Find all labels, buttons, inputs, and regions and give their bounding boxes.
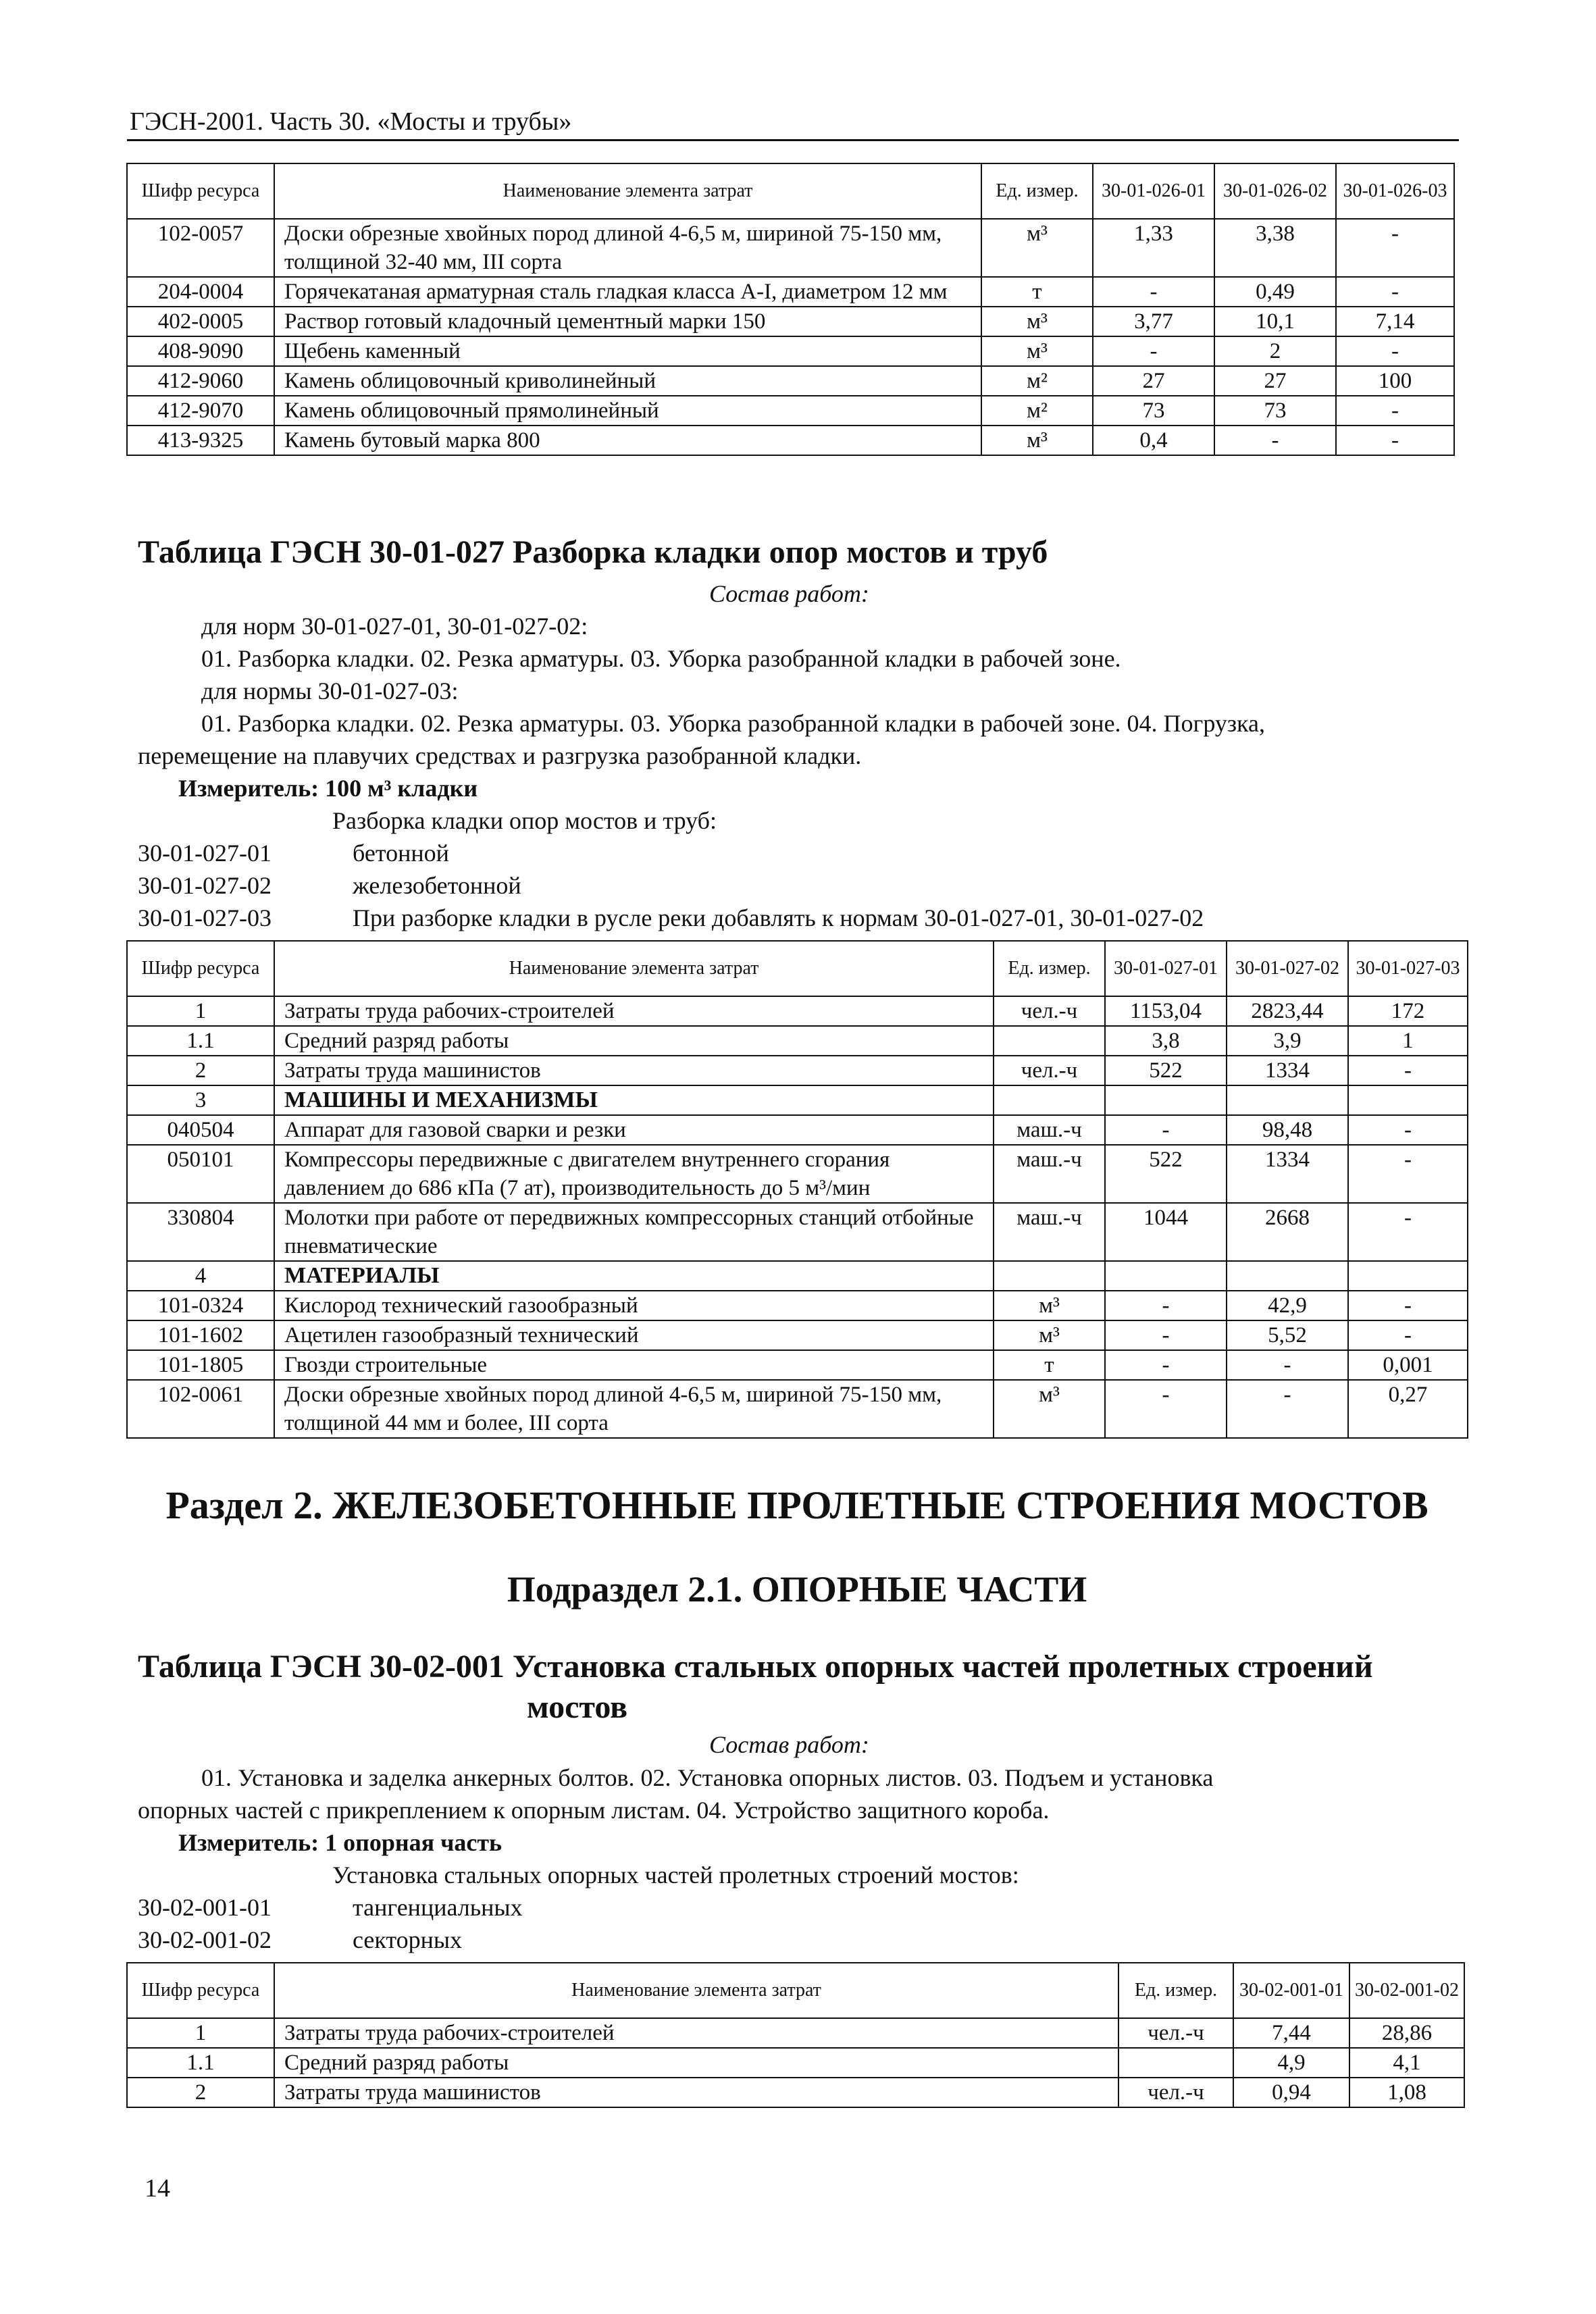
cell-name: Раствор готовый кладочный цементный марки 150 [274, 307, 981, 336]
table-row [127, 277, 1454, 307]
cell-value: 3,9 [1227, 1026, 1348, 1056]
cell-name: Доски обрезные хвойных пород длиной 4-6,5 м, шириной 75-150 мм, толщиной 32-40 мм, III сорта [274, 219, 981, 277]
cell-name: Затраты труда рабочих-строителей [274, 996, 994, 1026]
cell-value: 7,14 [1336, 307, 1454, 336]
table-title-line-1: Таблица ГЭСН 30-02-001 Установка стальных опорных частей пролетных строений [138, 1649, 1373, 1685]
cell-value: 2823,44 [1227, 996, 1348, 1026]
col-header-unit: Ед. измер. [1118, 1963, 1233, 2018]
cell-unit: м³ [994, 1291, 1105, 1320]
table-row [127, 1380, 1468, 1438]
work-composition-label: Состав работ: [709, 580, 869, 607]
work-line-a: 01. Разборка кладки. 02. Резка арматуры. 03. Уборка разобранной кладки в рабочей зоне. [201, 645, 1121, 672]
cell-value: 522 [1105, 1145, 1227, 1203]
cell-name: Камень бутовый марка 800 [274, 426, 981, 455]
cell-value: 3,8 [1105, 1026, 1227, 1056]
cell-value: 27 [1214, 366, 1336, 396]
meter-line: Измеритель: 100 м³ кладки [178, 775, 478, 802]
cell-unit: м³ [981, 219, 1093, 277]
col-header-norm-2: 30-02-001-02 [1349, 1963, 1464, 2018]
cell-value: - [1348, 1145, 1468, 1203]
cell-code: 408-9090 [127, 336, 274, 366]
table-row [127, 1350, 1468, 1380]
cell-value: 1 [1348, 1026, 1468, 1056]
cell-value: - [1348, 1291, 1468, 1320]
cell-value [1105, 1085, 1227, 1115]
cell-unit: маш.-ч [994, 1115, 1105, 1145]
cell-value: 3,77 [1093, 307, 1214, 336]
cell-unit: м³ [981, 336, 1093, 366]
norm-text: тангенциальных [353, 1894, 523, 1921]
cell-unit: м² [981, 396, 1093, 426]
cell-code: 1.1 [127, 1026, 274, 1056]
cell-value: 0,94 [1233, 2078, 1349, 2107]
cell-name: Щебень каменный [274, 336, 981, 366]
cell-value: - [1348, 1203, 1468, 1261]
cell-name: Ацетилен газообразный технический [274, 1320, 994, 1350]
col-header-code: Шифр ресурса [127, 1963, 274, 2018]
cell-value [1105, 1261, 1227, 1291]
cell-code: 4 [127, 1261, 274, 1291]
cell-code: 102-0061 [127, 1380, 274, 1438]
cell-value: 10,1 [1214, 307, 1336, 336]
col-header-code: Шифр ресурса [127, 941, 274, 996]
cell-code: 1.1 [127, 2048, 274, 2078]
norm-text: железобетонной [353, 872, 521, 899]
cell-code: 102-0057 [127, 219, 274, 277]
work-line-b2: перемещение на плавучих средствах и разгрузка разобранной кладки. [138, 742, 862, 769]
cell-value [1348, 1085, 1468, 1115]
work-line-b1: 01. Разборка кладки. 02. Резка арматуры. 03. Уборка разобранной кладки в рабочей зоне. 04. Погрузка, [201, 710, 1265, 737]
subsection-title: Подраздел 2.1. ОПОРНЫЕ ЧАСТИ [507, 1569, 1087, 1610]
cell-name: Молотки при работе от передвижных компрессорных станций отбойные пневматические [274, 1203, 994, 1261]
col-header-code: Шифр ресурса [127, 163, 274, 219]
cell-unit: м³ [981, 426, 1093, 455]
table-row [127, 1145, 1468, 1203]
norms-line-a: для норм 30-01-027-01, 30-01-027-02: [201, 613, 588, 640]
running-header: ГЭСН-2001. Часть 30. «Мосты и трубы» [130, 107, 572, 136]
cell-value: 27 [1093, 366, 1214, 396]
cell-code: 101-0324 [127, 1291, 274, 1320]
cell-value: 4,1 [1349, 2048, 1464, 2078]
table-header-row [127, 941, 1468, 996]
cell-value: 1153,04 [1105, 996, 1227, 1026]
cell-name: Гвозди строительные [274, 1350, 994, 1380]
table-row [127, 336, 1454, 366]
cell-unit: чел.-ч [1118, 2078, 1233, 2107]
cell-value: - [1227, 1380, 1348, 1438]
table-row [127, 2078, 1464, 2107]
cell-value: 3,38 [1214, 219, 1336, 277]
cell-section-name: МАТЕРИАЛЫ [274, 1261, 994, 1291]
cell-code: 1 [127, 996, 274, 1026]
norm-text: При разборке кладки в русле реки добавлять к нормам 30-01-027-01, 30-01-027-02 [353, 904, 1204, 931]
norm-code: 30-01-027-01 [138, 840, 272, 867]
cell-unit [1118, 2048, 1233, 2078]
cell-value: 522 [1105, 1056, 1227, 1085]
table-row [127, 366, 1454, 396]
table-row [127, 307, 1454, 336]
cell-code: 402-0005 [127, 307, 274, 336]
cell-value: 1,08 [1349, 2078, 1464, 2107]
cell-name: Аппарат для газовой сварки и резки [274, 1115, 994, 1145]
cell-unit: маш.-ч [994, 1203, 1105, 1261]
cell-value: - [1214, 426, 1336, 455]
cell-name: Горячекатаная арматурная сталь гладкая класса А-I, диаметром 12 мм [274, 277, 981, 307]
norm-code: 30-02-001-02 [138, 1926, 272, 1953]
norm-text: бетонной [353, 840, 449, 867]
cell-code: 040504 [127, 1115, 274, 1145]
resource-table-30-02-001 [126, 1962, 1465, 2108]
resource-table-026 [126, 163, 1455, 456]
cell-unit: чел.-ч [994, 996, 1105, 1026]
table-section-row [127, 1085, 1468, 1115]
cell-value: 2 [1214, 336, 1336, 366]
col-header-name: Наименование элемента затрат [274, 941, 994, 996]
work-line-1: 01. Установка и заделка анкерных болтов. 02. Установка опорных листов. 03. Подъем и установка [201, 1764, 1214, 1791]
cell-value: - [1227, 1350, 1348, 1380]
meter-line: Измеритель: 1 опорная часть [178, 1829, 503, 1856]
table-row [127, 1026, 1468, 1056]
cell-unit [994, 1085, 1105, 1115]
norms-subtitle: Установка стальных опорных частей пролетных строений мостов: [332, 1861, 1019, 1888]
cell-value: - [1105, 1350, 1227, 1380]
cell-value: 28,86 [1349, 2018, 1464, 2048]
cell-unit: чел.-ч [1118, 2018, 1233, 2048]
cell-value: - [1336, 396, 1454, 426]
cell-value: 98,48 [1227, 1115, 1348, 1145]
col-header-unit: Ед. измер. [981, 163, 1093, 219]
cell-unit: м³ [981, 307, 1093, 336]
col-header-norm-3: 30-01-026-03 [1336, 163, 1454, 219]
col-header-norm-1: 30-01-027-01 [1105, 941, 1227, 996]
section-title: Раздел 2. ЖЕЛЕЗОБЕТОННЫЕ ПРОЛЕТНЫЕ СТРОЕНИЯ МОСТОВ [165, 1483, 1428, 1527]
cell-unit: т [981, 277, 1093, 307]
table-row [127, 2018, 1464, 2048]
col-header-name: Наименование элемента затрат [274, 1963, 1118, 2018]
cell-unit: м² [981, 366, 1093, 396]
cell-code: 204-0004 [127, 277, 274, 307]
cell-value: 2668 [1227, 1203, 1348, 1261]
table-row [127, 1115, 1468, 1145]
cell-value: - [1336, 277, 1454, 307]
cell-code: 101-1805 [127, 1350, 274, 1380]
cell-code: 330804 [127, 1203, 274, 1261]
table-row [127, 219, 1454, 277]
cell-section-name: МАШИНЫ И МЕХАНИЗМЫ [274, 1085, 994, 1115]
cell-value: - [1336, 219, 1454, 277]
col-header-norm-3: 30-01-027-03 [1348, 941, 1468, 996]
table-title-line-2: мостов [527, 1689, 628, 1725]
cell-code: 412-9070 [127, 396, 274, 426]
table-row [127, 996, 1468, 1026]
cell-code: 101-1602 [127, 1320, 274, 1350]
cell-value: 1334 [1227, 1145, 1348, 1203]
col-header-unit: Ед. измер. [994, 941, 1105, 996]
cell-value: - [1093, 336, 1214, 366]
norms-subtitle: Разборка кладки опор мостов и труб: [332, 807, 717, 834]
cell-value: 1334 [1227, 1056, 1348, 1085]
cell-name: Средний разряд работы [274, 2048, 1118, 2078]
cell-code: 2 [127, 2078, 274, 2107]
norm-code: 30-01-027-03 [138, 904, 272, 931]
cell-value: 100 [1336, 366, 1454, 396]
cell-value: - [1105, 1291, 1227, 1320]
cell-code: 412-9060 [127, 366, 274, 396]
cell-value: 5,52 [1227, 1320, 1348, 1350]
table-row [127, 1056, 1468, 1085]
cell-value: - [1093, 277, 1214, 307]
norm-text: секторных [353, 1926, 463, 1953]
table-row [127, 2048, 1464, 2078]
cell-value: 1044 [1105, 1203, 1227, 1261]
cell-name: Затраты труда машинистов [274, 1056, 994, 1085]
col-header-norm-2: 30-01-026-02 [1214, 163, 1336, 219]
cell-value: 1,33 [1093, 219, 1214, 277]
cell-value: - [1348, 1115, 1468, 1145]
cell-code: 2 [127, 1056, 274, 1085]
cell-unit: маш.-ч [994, 1145, 1105, 1203]
cell-value: 4,9 [1233, 2048, 1349, 2078]
cell-value [1348, 1261, 1468, 1291]
cell-value: 0,27 [1348, 1380, 1468, 1438]
table-row [127, 1203, 1468, 1261]
cell-value: 73 [1093, 396, 1214, 426]
table-title-027: Таблица ГЭСН 30-01-027 Разборка кладки опор мостов и труб [138, 534, 1048, 570]
cell-unit [994, 1261, 1105, 1291]
cell-value: - [1105, 1380, 1227, 1438]
cell-value: 0,49 [1214, 277, 1336, 307]
cell-unit: м³ [994, 1380, 1105, 1438]
cell-unit [994, 1026, 1105, 1056]
cell-code: 1 [127, 2018, 274, 2048]
cell-name: Средний разряд работы [274, 1026, 994, 1056]
table-row [127, 426, 1454, 455]
table-row [127, 1320, 1468, 1350]
cell-value: - [1348, 1056, 1468, 1085]
cell-value: - [1336, 336, 1454, 366]
cell-name: Компрессоры передвижные с двигателем внутреннего сгорания давлением до 686 кПа (7 ат), производительность до 5 м³/мин [274, 1145, 994, 1203]
cell-value [1227, 1261, 1348, 1291]
cell-value: - [1336, 426, 1454, 455]
cell-value: - [1105, 1115, 1227, 1145]
table-section-row [127, 1261, 1468, 1291]
cell-value: 7,44 [1233, 2018, 1349, 2048]
cell-value: 0,4 [1093, 426, 1214, 455]
work-composition-label: Состав работ: [709, 1731, 869, 1758]
cell-name: Камень облицовочный прямолинейный [274, 396, 981, 426]
cell-value [1227, 1085, 1348, 1115]
cell-name: Доски обрезные хвойных пород длиной 4-6,5 м, шириной 75-150 мм, толщиной 44 мм и более, III сорта [274, 1380, 994, 1438]
table-header-row [127, 163, 1454, 219]
page-number: 14 [145, 2174, 170, 2203]
norm-code: 30-01-027-02 [138, 872, 272, 899]
cell-unit: чел.-ч [994, 1056, 1105, 1085]
cell-value: 0,001 [1348, 1350, 1468, 1380]
norms-line-b: для нормы 30-01-027-03: [201, 677, 459, 704]
cell-code: 413-9325 [127, 426, 274, 455]
cell-name: Затраты труда машинистов [274, 2078, 1118, 2107]
cell-unit: т [994, 1350, 1105, 1380]
cell-code: 3 [127, 1085, 274, 1115]
cell-unit: м³ [994, 1320, 1105, 1350]
col-header-norm-2: 30-01-027-02 [1227, 941, 1348, 996]
cell-value: 42,9 [1227, 1291, 1348, 1320]
table-row [127, 1291, 1468, 1320]
cell-value: 172 [1348, 996, 1468, 1026]
cell-code: 050101 [127, 1145, 274, 1203]
cell-name: Кислород технический газообразный [274, 1291, 994, 1320]
table-header-row [127, 1963, 1464, 2018]
work-line-2: опорных частей с прикреплением к опорным листам. 04. Устройство защитного короба. [138, 1797, 1050, 1824]
cell-name: Камень облицовочный криволинейный [274, 366, 981, 396]
header-rule [127, 139, 1459, 141]
col-header-norm-1: 30-01-026-01 [1093, 163, 1214, 219]
cell-value: - [1105, 1320, 1227, 1350]
col-header-norm-1: 30-02-001-01 [1233, 1963, 1349, 2018]
resource-table-027 [126, 940, 1468, 1439]
norm-code: 30-02-001-01 [138, 1894, 272, 1921]
cell-value: 73 [1214, 396, 1336, 426]
cell-value: - [1348, 1320, 1468, 1350]
table-row [127, 396, 1454, 426]
cell-name: Затраты труда рабочих-строителей [274, 2018, 1118, 2048]
col-header-name: Наименование элемента затрат [274, 163, 981, 219]
